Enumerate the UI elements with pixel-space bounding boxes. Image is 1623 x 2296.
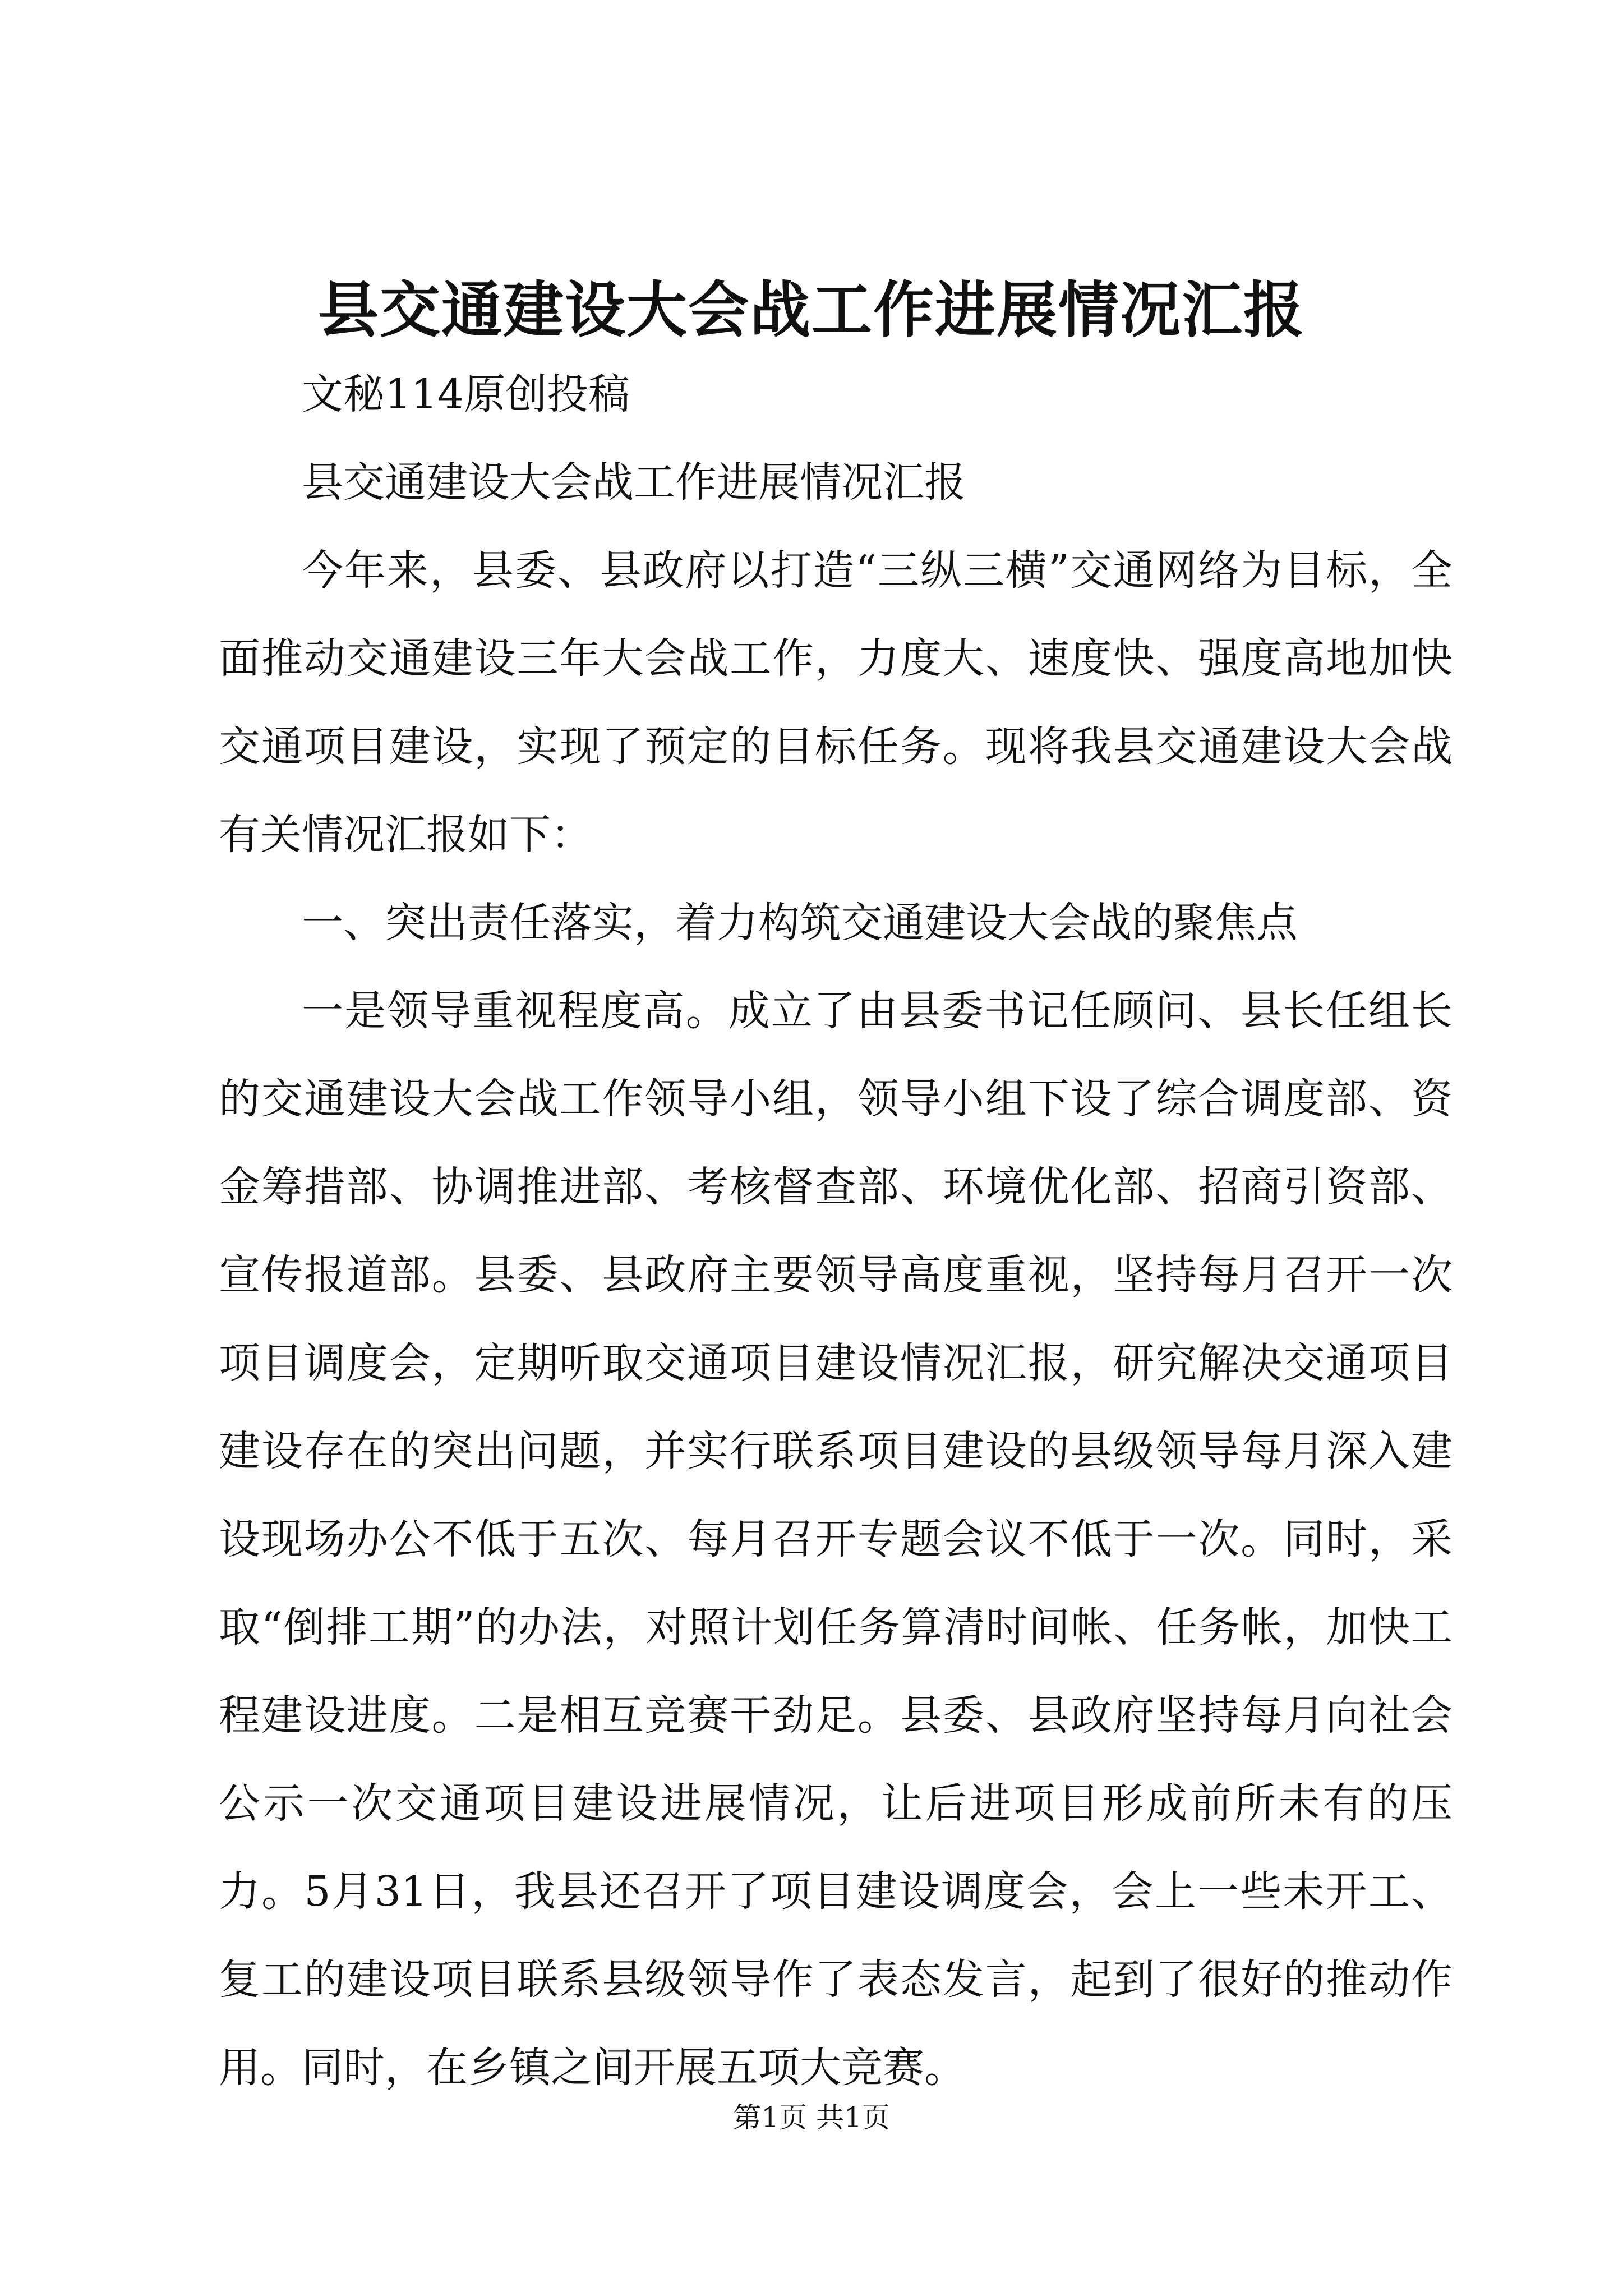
intro-paragraph: 今年来，县委、县政府以打造“三纵三横”交通网络为目标，全面推动交通建设三年大会战工作，力度大、速度快、强度高地加快交通项目建设，实现了预定的目标任务。现将我县交通建设大会战有关情况汇报如下： [219, 546, 1453, 859]
subtitle-paragraph: 县交通建设大会战工作进展情况汇报 [302, 458, 966, 507]
document-title: 县交通建设大会战工作进展情况汇报 [317, 275, 1305, 346]
body-paragraph: 一是领导重视程度高。成立了由县委书记任顾问、县长任组长的交通建设大会战工作领导小组，领导小组下设了综合调度部、资金筹措部、协调推进部、考核督查部、环境优化部、招商引资部、宣传报道部。县委、县政府主要领导高度重视，坚持每月召开一次项目调度会，定期听取交通项目建设情况汇报，研究解决交通项目建设存在的突出问题，并实行联系项目建设的县级领导每月深入建设现场办公不低于五次、每月召开专题会议不低于一次。同时，采取“倒排工期”的办法，对照计划任务算清时间帐、任务帐，加快工程建设进度。二是相互竞赛干劲足。县委、县政府坚持每月向社会公示一次交通项目建设进展情况，让后进项目形成前所未有的压力。5月31日，我县还召开了项目建设调度会，会上一些未开工、复工的建设项目联系县级领导作了表态发言，起到了很好的推动作用。同时，在乡镇之间开展五项大竞赛。 [219, 987, 1453, 2092]
document-body [219, 351, 1453, 2112]
page-footer: 第1页 共1页 [733, 2101, 890, 2134]
section-heading: 一、突出责任落实，着力构筑交通建设大会战的聚焦点 [302, 899, 1298, 947]
byline-paragraph: 文秘114原创投稿 [302, 370, 630, 418]
